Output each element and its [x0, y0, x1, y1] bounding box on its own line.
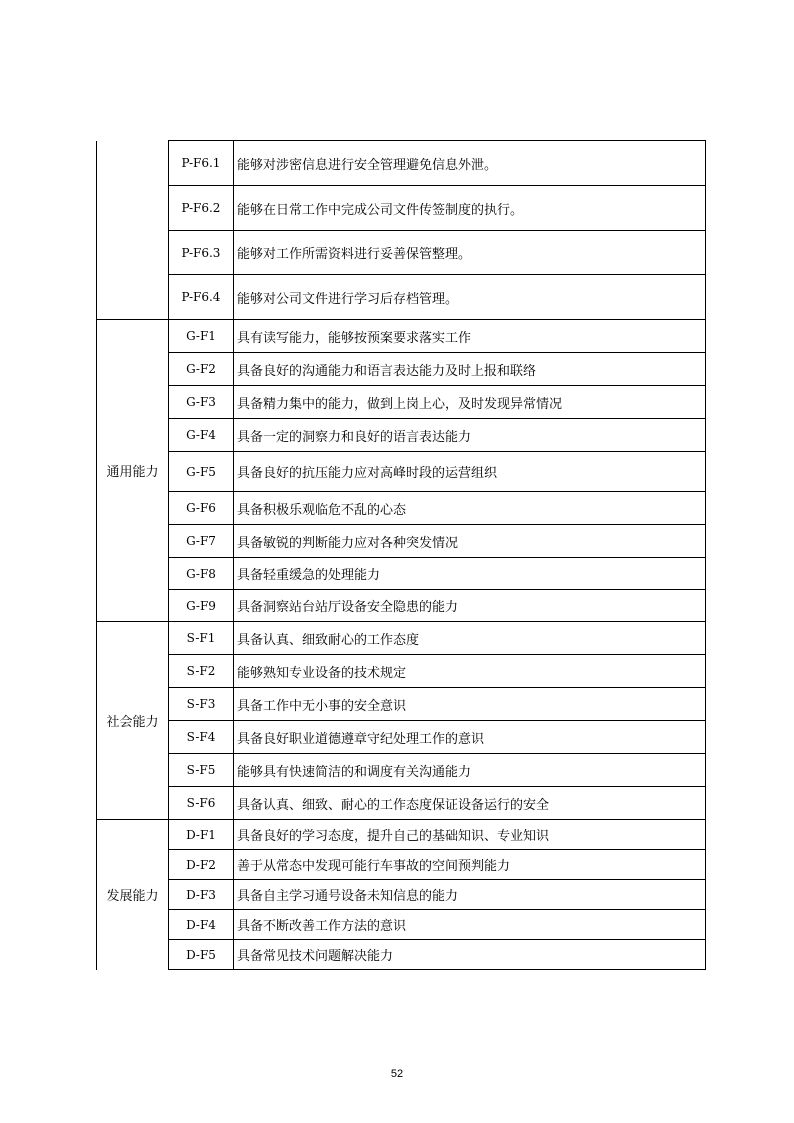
table-row — [97, 231, 706, 275]
competency-code: G-F3 — [169, 386, 234, 419]
table-row — [97, 320, 706, 353]
competency-description: 具备精力集中的能力，做到上岗上心，及时发现异常情况 — [234, 386, 706, 419]
table-row — [97, 525, 706, 558]
page-number: 52 — [390, 1068, 404, 1080]
category-cell: 发展能力 — [97, 820, 169, 970]
table-row — [97, 141, 706, 186]
competency-code: P-F6.4 — [169, 275, 234, 320]
table-row — [97, 820, 706, 850]
competency-code: G-F1 — [169, 320, 234, 353]
competency-description: 能够对公司文件进行学习后存档管理。 — [234, 275, 706, 320]
competency-code: D-F3 — [169, 880, 234, 910]
competency-code: P-F6.1 — [169, 141, 234, 186]
competency-description: 具备洞察站台站厅设备安全隐患的能力 — [234, 590, 706, 622]
table-row — [97, 275, 706, 320]
competency-description: 能够在日常工作中完成公司文件传签制度的执行。 — [234, 186, 706, 231]
competency-code: G-F9 — [169, 590, 234, 622]
competency-code: G-F7 — [169, 525, 234, 558]
competency-code: P-F6.3 — [169, 231, 234, 275]
table-row — [97, 419, 706, 452]
table-row — [97, 622, 706, 655]
competency-code: D-F5 — [169, 940, 234, 970]
competency-code: D-F4 — [169, 910, 234, 940]
category-cell-continued — [97, 141, 169, 320]
competency-description: 具备良好的学习态度，提升自己的基础知识、专业知识 — [234, 820, 706, 850]
competency-code: P-F6.2 — [169, 186, 234, 231]
competency-code: S-F5 — [169, 754, 234, 787]
table-row — [97, 186, 706, 231]
competency-description: 具备一定的洞察力和良好的语言表达能力 — [234, 419, 706, 452]
competency-table — [96, 140, 706, 970]
table-row — [97, 754, 706, 787]
competency-code: S-F3 — [169, 688, 234, 721]
competency-code: G-F5 — [169, 452, 234, 492]
competency-description: 能够熟知专业设备的技术规定 — [234, 655, 706, 688]
competency-code: S-F6 — [169, 787, 234, 820]
competency-code: G-F6 — [169, 492, 234, 525]
table-row — [97, 353, 706, 386]
table-row — [97, 787, 706, 820]
competency-code: G-F2 — [169, 353, 234, 386]
table-row — [97, 492, 706, 525]
competency-code: G-F8 — [169, 558, 234, 590]
competency-description: 具备不断改善工作方法的意识 — [234, 910, 706, 940]
competency-description: 具备轻重缓急的处理能力 — [234, 558, 706, 590]
table-row — [97, 880, 706, 910]
competency-description: 具备良好职业道德遵章守纪处理工作的意识 — [234, 721, 706, 754]
competency-description: 具备工作中无小事的安全意识 — [234, 688, 706, 721]
competency-code: D-F2 — [169, 850, 234, 880]
category-cell: 社会能力 — [97, 622, 169, 820]
table-row — [97, 940, 706, 970]
competency-description: 具备敏锐的判断能力应对各种突发情况 — [234, 525, 706, 558]
competency-description: 具有读写能力，能够按预案要求落实工作 — [234, 320, 706, 353]
table-row — [97, 590, 706, 622]
competency-description: 具备认真、细致耐心的工作态度 — [234, 622, 706, 655]
competency-description: 能够具有快速简洁的和调度有关沟通能力 — [234, 754, 706, 787]
competency-code: G-F4 — [169, 419, 234, 452]
table-row — [97, 910, 706, 940]
competency-description: 具备良好的沟通能力和语言表达能力及时上报和联络 — [234, 353, 706, 386]
competency-code: S-F4 — [169, 721, 234, 754]
competency-description: 具备积极乐观临危不乱的心态 — [234, 492, 706, 525]
competency-description: 具备常见技术问题解决能力 — [234, 940, 706, 970]
table-row — [97, 558, 706, 590]
competency-description: 具备自主学习通号设备未知信息的能力 — [234, 880, 706, 910]
competency-description: 能够对工作所需资料进行妥善保管整理。 — [234, 231, 706, 275]
table-row — [97, 386, 706, 419]
competency-description: 具备良好的抗压能力应对高峰时段的运营组织 — [234, 452, 706, 492]
competency-code: S-F1 — [169, 622, 234, 655]
competency-code: D-F1 — [169, 820, 234, 850]
competency-description: 善于从常态中发现可能行车事故的空间预判能力 — [234, 850, 706, 880]
competency-description: 具备认真、细致、耐心的工作态度保证设备运行的安全 — [234, 787, 706, 820]
competency-description: 能够对涉密信息进行安全管理避免信息外泄。 — [234, 141, 706, 186]
table-row — [97, 688, 706, 721]
category-cell: 通用能力 — [97, 320, 169, 622]
table-row — [97, 655, 706, 688]
competency-code: S-F2 — [169, 655, 234, 688]
table-row — [97, 452, 706, 492]
table-row — [97, 850, 706, 880]
table-row — [97, 721, 706, 754]
